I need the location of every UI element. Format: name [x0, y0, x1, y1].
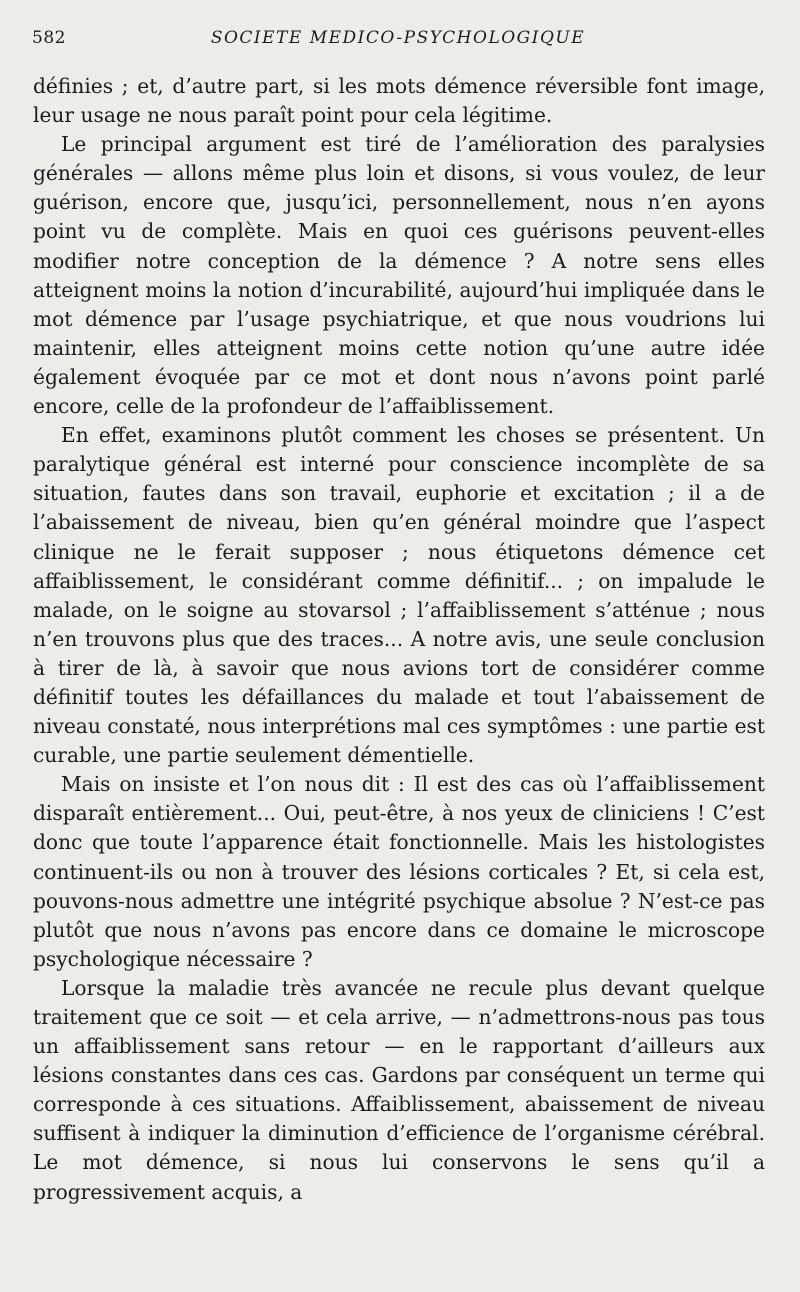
paragraph-1: définies ; et, d’autre part, si les mots démence réversible font image, leur usage ne nous paraît point pour cela légitime. [33, 74, 765, 128]
paragraph-3: En effet, examinons plutôt comment les choses se présentent. Un paralytique général est interné pour conscience incomplète de sa situation, fautes dans son travail, euphorie et excitation ; il a de l’abaissement de niveau, bien qu’en général moindre que l’aspect clinique ne le ferait supposer ; nous étiquetons démence cet affaiblissement, le considérant comme définitif... ; on impalude le malade, on le soigne au stovarsol ; l’affaiblissement s’atténue ; nous n’en trouvons plus que des traces... A notre avis, une seule conclusion à tirer de là, à savoir que nous avions tort de considérer comme définitif toutes les défaillances du malade et tout l’abaissement de niveau constaté, nous interprétions mal ces symptômes : une partie est curable, une partie seulement démentielle. [33, 423, 765, 768]
page-number: 582 [32, 28, 66, 48]
running-title: SOCIETE MEDICO-PSYCHOLOGIQUE [210, 28, 586, 48]
body-text [33, 72, 765, 1207]
paragraph-5: Lorsque la maladie très avancée ne recule plus devant quelque traitement que ce soit — et cela arrive, — n’admettrons-nous pas tous un affaiblissement sans retour — en le rapportant d’ailleurs aux lésions constantes dans ces cas. Gardons par conséquent un terme qui corresponde à ces situations. Affaiblissement, abaissement de niveau suffisent à indiquer la diminution d’efficience de l’organisme cérébral. Le mot démence, si nous lui conservons le sens qu’il a progressivement acquis, a [33, 975, 765, 1204]
paragraph-4: Mais on insiste et l’on nous dit : Il est des cas où l’affaiblissement disparaît entièrement... Oui, peut-être, à nos yeux de cliniciens ! C’est donc que toute l’apparence était fonctionnelle. Mais les histologistes continuent-ils ou non à trouver des lésions corticales ? Et, si cela est, pouvons-nous admettre une intégrité psychique absolue ? N’est-ce pas plutôt que nous n’avons pas encore dans ce domaine le microscope psychologique nécessaire ? [33, 772, 765, 971]
running-head [32, 28, 764, 56]
paragraph-2: Le principal argument est tiré de l’amélioration des paralysies générales — allons même plus loin et disons, si vous voulez, de leur guérison, encore que, jusqu’ici, personnellement, nous n’en ayons point vu de complète. Mais en quoi ces guérisons peuvent-elles modifier notre conception de la démence ? A notre sens elles atteignent moins la notion d’incurabilité, aujourd’hui impliquée dans le mot démence par l’usage psychiatrique, et que nous voudrions lui maintenir, elles atteignent moins cette notion qu’une autre idée également évoquée par ce mot et dont nous n’avons point parlé encore, celle de la profondeur de l’affaiblissement. [33, 132, 765, 419]
